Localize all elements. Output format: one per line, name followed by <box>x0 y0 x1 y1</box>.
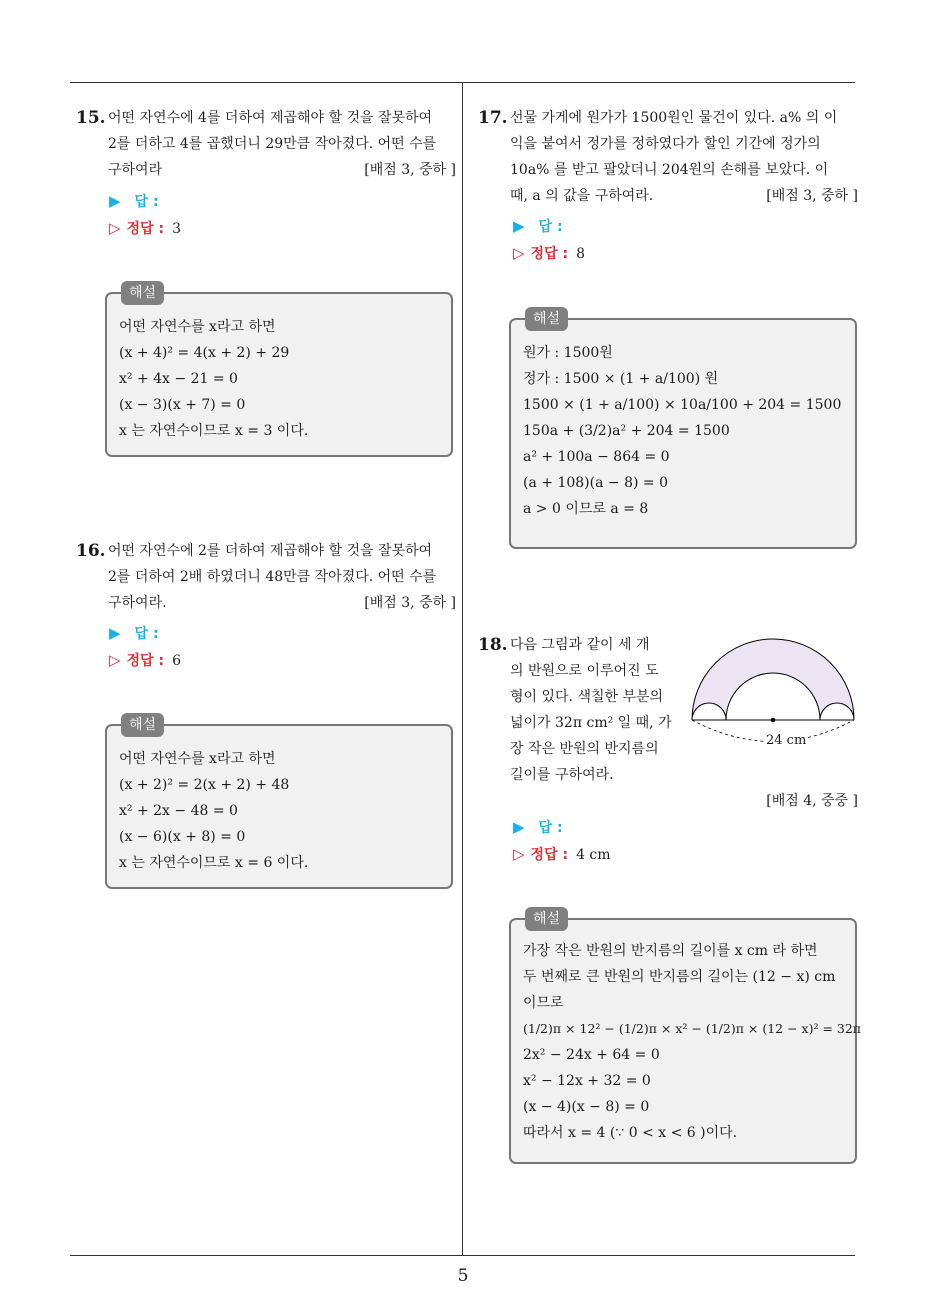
outline-play-icon: ▷ <box>513 244 525 262</box>
bottom-rule <box>70 1255 855 1256</box>
problem-15 <box>76 105 456 183</box>
solution-line: (x + 2)² = 2(x + 2) + 48 <box>119 777 290 793</box>
problem-text-line: 2를 더하고 4를 곱했더니 29만큼 작아졌다. 어떤 수를 <box>108 136 437 152</box>
problem-text-line: 길이를 구하여라. <box>510 767 614 783</box>
play-icon: ▶ <box>513 217 525 235</box>
problem-text-line: 형이 있다. 색칠한 부분의 <box>510 689 664 705</box>
solution-line: 150a + (3/2)a² + 204 = 1500 <box>523 423 730 439</box>
score-label: [배점 3, 중하 ] <box>364 162 456 178</box>
solution-box <box>105 717 453 889</box>
figure-diameter-label: 24 cm <box>766 733 807 748</box>
solution-line: 따라서 x = 4 (∵ 0 < x < 6 )이다. <box>523 1125 738 1141</box>
problem-number: 15. <box>76 108 106 128</box>
solution-line: 어떤 자연수를 x라고 하면 <box>119 319 276 335</box>
problem-text-line: 선물 가게에 원가가 1500원인 물건이 있다. a% 의 이 <box>510 110 838 126</box>
outline-play-icon: ▷ <box>109 219 121 237</box>
problem-text-line: 구하여라. <box>108 595 167 611</box>
problem-text-line: 구하여라 <box>108 162 163 178</box>
solution-box <box>105 285 453 457</box>
solution-line: (x − 6)(x + 8) = 0 <box>119 829 246 845</box>
solution-line: (x − 4)(x − 8) = 0 <box>523 1099 650 1115</box>
correct-answer-value: 3 <box>172 221 181 237</box>
correct-label: 정답 : <box>530 847 569 863</box>
solution-line: 원가 : 1500원 <box>523 345 613 361</box>
solution-line: x² − 12x + 32 = 0 <box>523 1073 651 1089</box>
problem-text-line: 10a% 를 받고 팔았더니 204원의 손해를 보았다. 이 <box>510 162 829 178</box>
solution-line: 2x² − 24x + 64 = 0 <box>523 1047 660 1063</box>
problem-text-line: 익을 붙여서 정가를 정하였다가 할인 기간에 정가의 <box>510 136 821 152</box>
answer-label: 답 : <box>538 820 563 836</box>
solution-tag: 해설 <box>121 281 164 305</box>
solution-tag: 해설 <box>121 713 164 737</box>
solution-line: (x + 4)² = 4(x + 2) + 29 <box>119 345 290 361</box>
solution-line: 1500 × (1 + a/100) × 10a/100 + 204 = 1500 <box>523 397 842 413</box>
play-icon: ▶ <box>513 818 525 836</box>
correct-label: 정답 : <box>530 246 569 262</box>
solution-tag: 해설 <box>525 307 568 331</box>
problem-text-line: 의 반원으로 이루어진 도 <box>510 663 659 679</box>
shaded-region <box>692 639 854 720</box>
solution-line: 두 번째로 큰 반원의 반지름의 길이는 (12 − x) cm <box>523 969 836 985</box>
score-label: [배점 4, 중중 ] <box>766 793 858 809</box>
solution-line: (a + 108)(a − 8) = 0 <box>523 475 668 491</box>
correct-answer-value: 8 <box>576 246 585 262</box>
solution-line: x² + 4x − 21 = 0 <box>119 371 238 387</box>
answer-row <box>109 190 159 213</box>
correct-answer-value: 4 cm <box>576 847 611 863</box>
solution-line: 정가 : 1500 × (1 + a/100) 원 <box>523 371 719 387</box>
outline-play-icon: ▷ <box>109 651 121 669</box>
problem-17 <box>478 105 858 209</box>
answer-row <box>513 215 563 238</box>
correct-label: 정답 : <box>126 221 165 237</box>
solution-tag: 해설 <box>525 907 568 931</box>
outline-play-icon: ▷ <box>513 845 525 863</box>
correct-answer-row <box>109 217 181 240</box>
score-label: [배점 3, 중하 ] <box>364 595 456 611</box>
problem-text-line: 어떤 자연수에 4를 더하여 제곱해야 할 것을 잘못하여 <box>108 110 433 126</box>
correct-answer-row <box>513 843 611 866</box>
solution-box <box>509 911 862 1164</box>
problem-text-line: 넓이가 32π cm² 일 때, 가 <box>510 715 672 731</box>
solution-line: x 는 자연수이므로 x = 3 이다. <box>119 423 309 439</box>
solution-line: x 는 자연수이므로 x = 6 이다. <box>119 855 309 871</box>
problem-text-line: 어떤 자연수에 2를 더하여 제곱해야 할 것을 잘못하여 <box>108 543 433 559</box>
problem-number: 16. <box>76 541 106 561</box>
answer-label: 답 : <box>134 626 159 642</box>
solution-line: 이므로 <box>523 995 564 1011</box>
answer-label: 답 : <box>538 219 563 235</box>
problem-number: 18. <box>478 635 508 655</box>
problem-text-line: 2를 더하여 2배 하였더니 48만큼 작아졌다. 어떤 수를 <box>108 569 437 585</box>
problem-text-line: 때, a 의 값을 구하여라. <box>510 188 654 204</box>
page-number: 5 <box>457 1266 469 1286</box>
center-point <box>771 718 776 723</box>
correct-label: 정답 : <box>126 653 165 669</box>
answer-label: 답 : <box>134 194 159 210</box>
solution-line: 가장 작은 반원의 반지름의 길이를 x cm 라 하면 <box>523 943 818 959</box>
solution-line: a > 0 이므로 a = 8 <box>523 501 649 517</box>
column-divider <box>462 82 463 1255</box>
solution-line: (x − 3)(x + 7) = 0 <box>119 397 246 413</box>
problem-16 <box>76 538 456 616</box>
solution-line: a² + 100a − 864 = 0 <box>523 449 670 465</box>
solution-line: x² + 2x − 48 = 0 <box>119 803 238 819</box>
play-icon: ▶ <box>109 192 121 210</box>
solution-box <box>509 311 857 549</box>
answer-row <box>513 816 563 839</box>
problem-text-line: 다음 그림과 같이 세 개 <box>510 637 650 653</box>
correct-answer-row <box>109 649 181 672</box>
correct-answer-value: 6 <box>172 653 181 669</box>
problem-number: 17. <box>478 108 508 128</box>
correct-answer-row <box>513 242 585 265</box>
answer-row <box>109 622 159 645</box>
play-icon: ▶ <box>109 624 121 642</box>
score-label: [배점 3, 중하 ] <box>766 188 858 204</box>
problem-text-line: 장 작은 반원의 반지름의 <box>510 741 659 757</box>
solution-line: (1/2)π × 12² − (1/2)π × x² − (1/2)π × (12 − x)² = 32π <box>523 1021 862 1036</box>
solution-line: 어떤 자연수를 x라고 하면 <box>119 751 276 767</box>
